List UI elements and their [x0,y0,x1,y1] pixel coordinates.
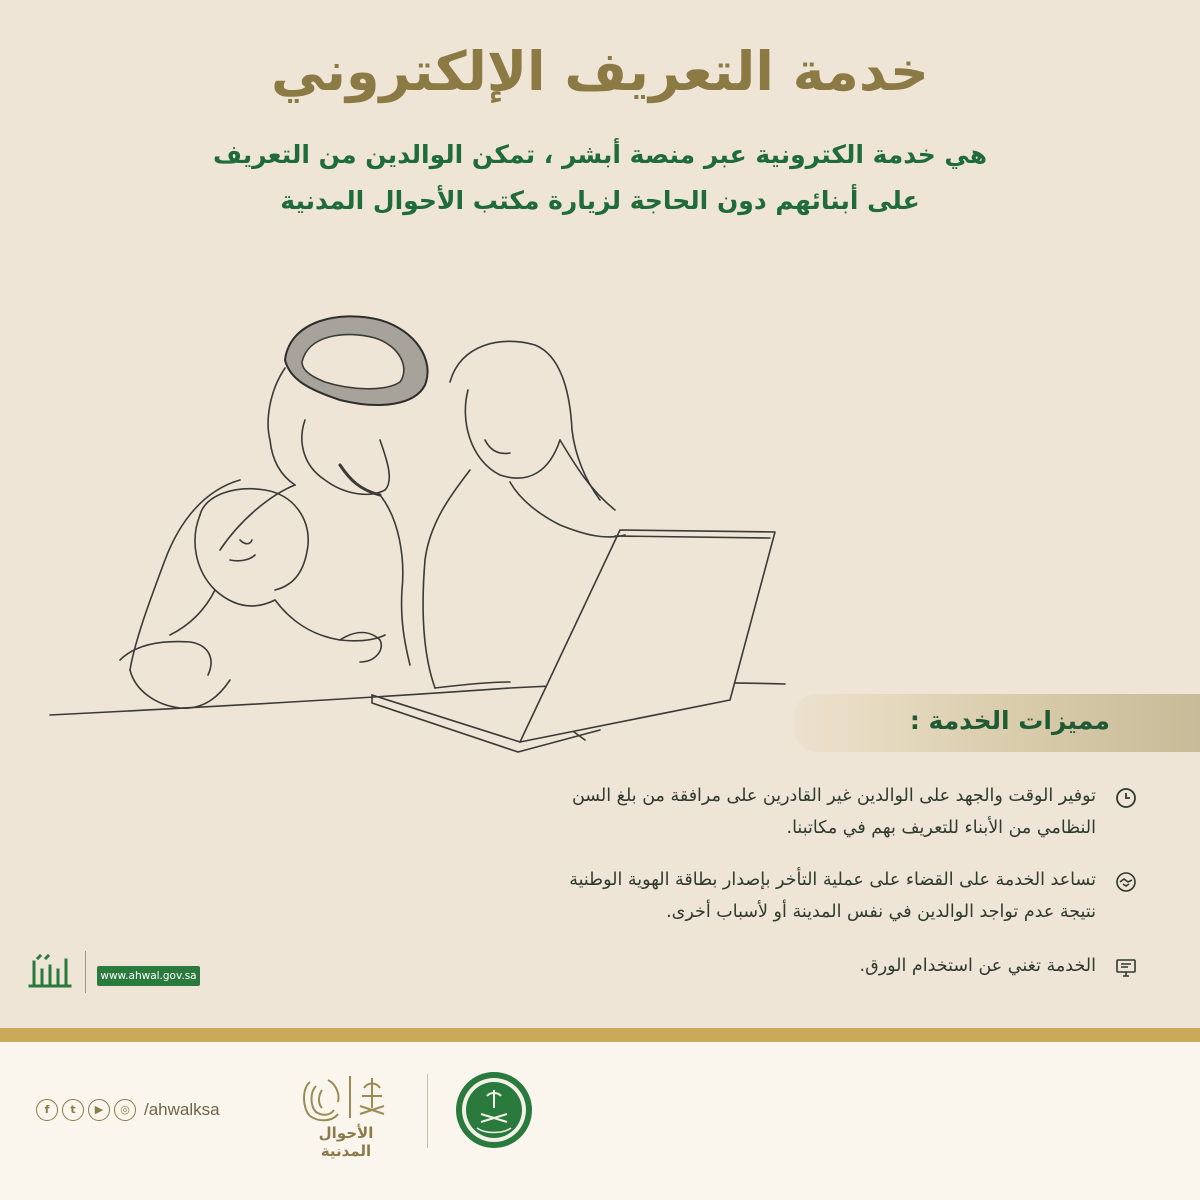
intro-line-2: على أبنائهم دون الحاجة لزيارة مكتب الأحوال المدنية [280,186,920,215]
intro-line-1: هي خدمة الكترونية عبر منصة أبشر ، تمكن الوالدين من التعريف [212,140,988,169]
footer-gold-band [0,1028,1200,1042]
handshake-icon [1112,868,1140,896]
features-heading: مميزات الخدمة : [909,706,1110,735]
ahwal-name: الأحوال المدنية [318,1124,374,1160]
website-url[interactable]: www.ahwal.gov.sa [97,966,200,986]
feature-text-3: الخدمة تغني عن استخدام الورق. [859,956,1096,976]
feature-item-1 [560,780,1140,844]
absher-logo [26,952,74,992]
family-laptop-illustration [40,290,800,760]
monitor-icon [1112,954,1140,982]
social-handle[interactable]: /ahwalksa [144,1100,220,1119]
footer [0,1042,1200,1200]
footer-divider [427,1074,428,1148]
intro-text [0,132,1200,224]
feature-item-3 [560,950,1140,982]
brand-divider [85,951,86,993]
facebook-icon[interactable]: f [36,1099,58,1121]
twitter-icon[interactable]: t [62,1099,84,1121]
youtube-icon[interactable]: ▶ [88,1099,110,1121]
moi-emblem-logo [453,1068,535,1152]
feature-item-2 [560,864,1140,928]
features-heading-bar [794,694,1200,752]
social-links [36,1099,220,1121]
instagram-icon[interactable]: ◎ [114,1099,136,1121]
feature-text-2: تساعد الخدمة على القضاء على عملية التأخر بإصدار بطاقة الهوية الوطنية نتيجة عدم تواجد الوالدين في نفس المدينة أو لأسباب أخرى. [569,870,1096,922]
feature-text-1: توفير الوقت والجهد على الوالدين غير القادرين على مرافقة من بلغ السن النظامي من الأبناء للتعريف بهم في مكاتبنا. [571,786,1096,838]
clock-icon [1112,784,1140,812]
page-title: خدمة التعريف الإلكتروني [271,40,929,103]
